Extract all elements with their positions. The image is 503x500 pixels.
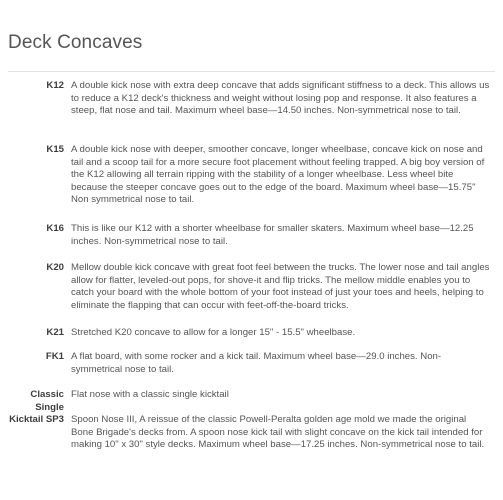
- title-divider: [8, 71, 495, 72]
- page-title: Deck Concaves: [8, 32, 143, 53]
- description-paragraph: A flat board, with some rocker and a kick tail. Maximum wheel base—29.0 inches. Non-symmetrical nose to tail.: [71, 351, 442, 375]
- description-paragraph: Mellow double kick concave with great foot feel between the trucks. The lower nose and tail angles allow for flatter, leveled-out pops, for shove-it and flip tricks. The mellow middle enables you to catch your board with the whole bottom of your foot instead of just your toes and heels, helping to eliminate the flapping that can occur with feet-off-the-board tricks.: [71, 262, 490, 311]
- concave-description: [71, 327, 491, 340]
- concave-term: Classic Single Kicktail SP3: [9, 389, 64, 426]
- concave-row-k12: [0, 80, 491, 118]
- concave-description: [71, 80, 491, 118]
- description-paragraph: This is like our K12 with a shorter wheelbase for smaller skaters. Maximum wheel base—12.25 inches. Non-symmetrical nose to tail.: [71, 223, 474, 247]
- concave-term: K20: [46, 262, 64, 273]
- concave-term: K12: [46, 80, 64, 91]
- concave-term: K21: [46, 327, 64, 338]
- description-paragraph: Stretched K20 concave to allow for a longer 15" - 15.5" wheelbase.: [71, 327, 356, 338]
- concave-description: [71, 144, 491, 207]
- concave-row-sp3: [0, 389, 491, 452]
- concave-row-k21: [0, 327, 491, 340]
- concave-row-k20: [0, 262, 491, 312]
- concave-row-fk1: [0, 351, 491, 376]
- description-paragraph: A double kick nose with extra deep concave that adds significant stiffness to a deck. This allows us to reduce a K12 deck's thickness and weight without losing pop and response. It also features a steep, flat nose and tail. Maximum wheel base—14.50 inches. Non-symmetrical nose to tail.: [71, 80, 490, 117]
- concave-term: K16: [46, 223, 64, 234]
- concave-term: FK1: [45, 351, 64, 362]
- description-paragraph: Spoon Nose III, A reissue of the classic Powell-Peralta golden age mold we made the original Bone Brigade's decks from. A spoon nose kick tail with slight concave on the kick tail intended for making 10" x 30" style decks. Maximum wheel base—17.25 inches. Non-symmetrical nose to tail.: [71, 414, 485, 451]
- concave-term: K15: [46, 144, 64, 155]
- description-paragraph: A double kick nose with deeper, smoother concave, longer wheelbase, concave kick on nose and tail and a scoop tail for a more secure foot placement without feeling trapped. A big boy version of the K12 allowing all terrain ripping with the stability of a longer wheelbase. Less wheel bite because the steeper concave goes out to the edge of the board. Maximum wheel base—15.75" Non symmetrical nose to tail.: [71, 144, 485, 206]
- concave-description: [71, 262, 491, 312]
- concave-row-k15: [0, 144, 491, 207]
- concave-description: [71, 351, 491, 376]
- concave-description: [71, 223, 491, 248]
- concave-row-k16: [0, 223, 491, 248]
- concave-description: [71, 389, 491, 452]
- description-paragraph: Flat nose with a classic single kicktail: [71, 389, 229, 400]
